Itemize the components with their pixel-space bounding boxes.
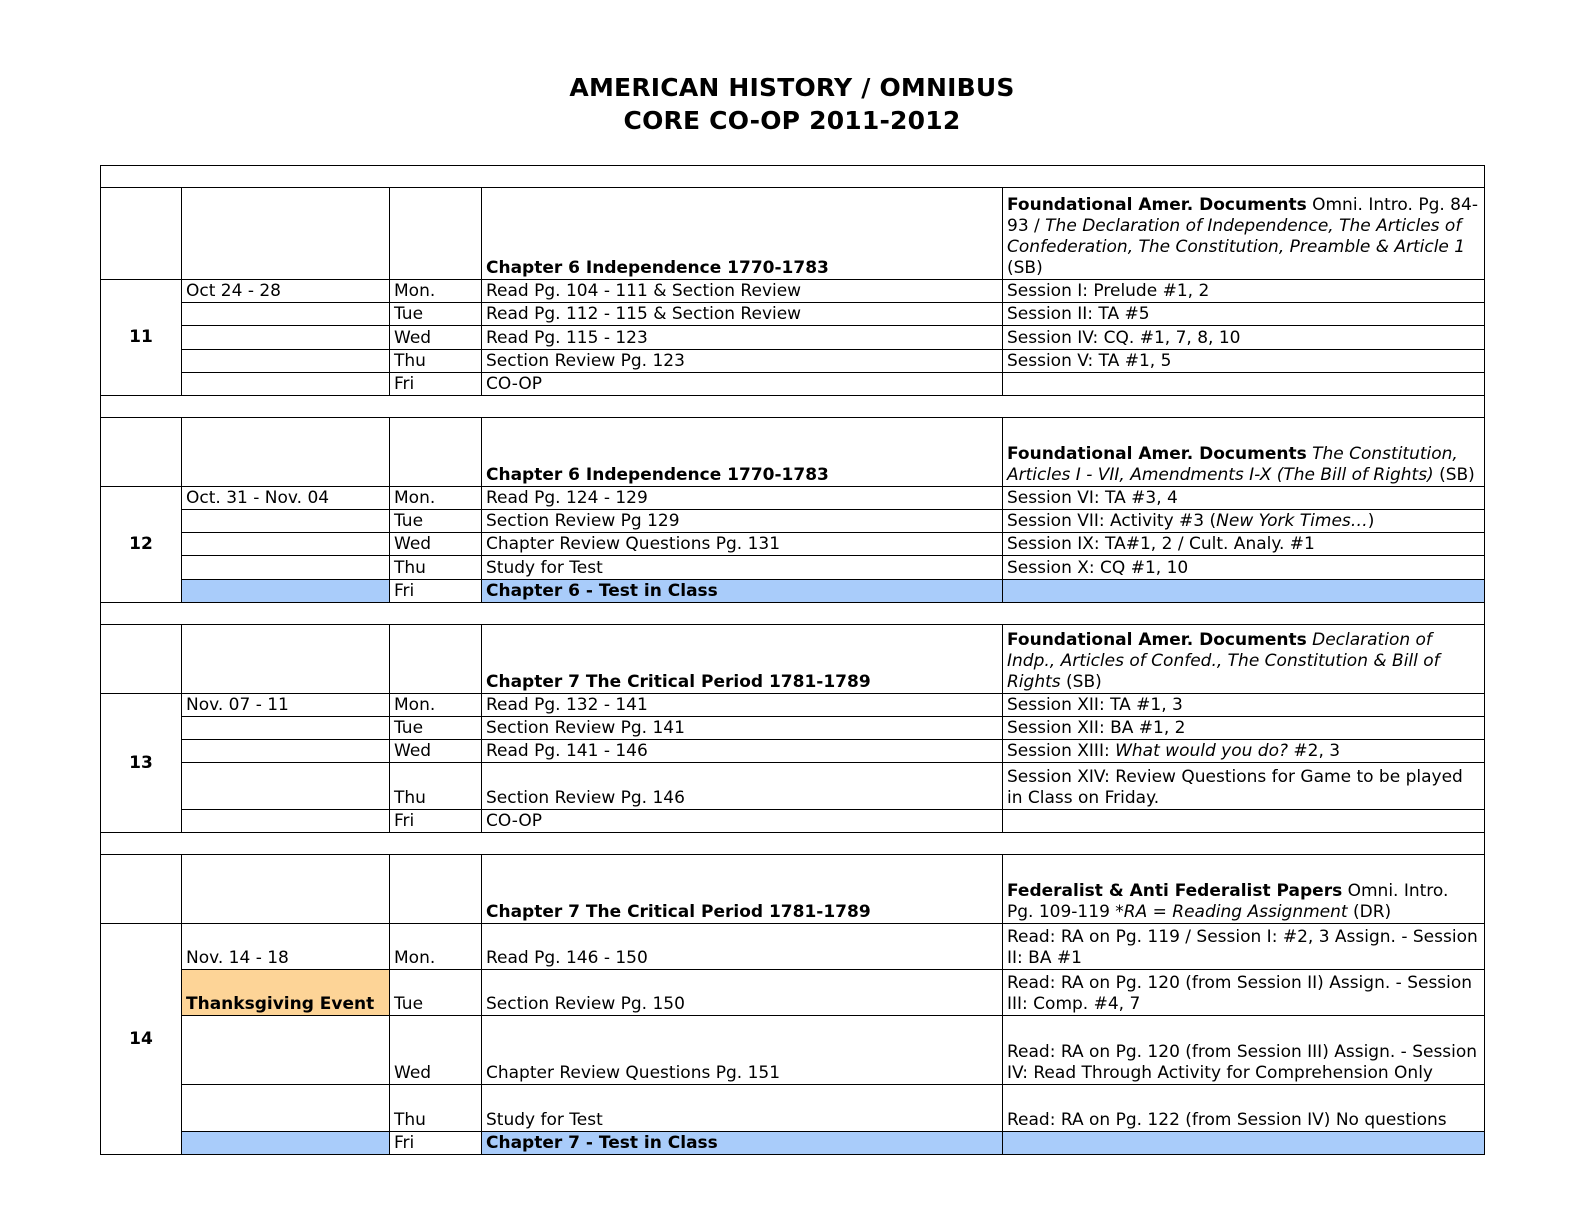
table-row	[101, 280, 1485, 303]
reading-assignment: Read Pg. 141 - 146	[482, 740, 1003, 763]
chapter-title: Chapter 6 Independence 1770-1783	[482, 418, 1003, 487]
test-label: Chapter 6 - Test in Class	[482, 580, 1003, 603]
day-label: Wed	[390, 326, 482, 350]
date-range: Oct 24 - 28	[182, 280, 390, 303]
reading-assignment: Read Pg. 104 - 111 & Section Review	[482, 280, 1003, 303]
day-label: Fri	[390, 810, 482, 833]
week-header-row	[101, 418, 1485, 487]
test-label: Chapter 7 - Test in Class	[482, 1132, 1003, 1155]
week-number: 14	[101, 924, 182, 1155]
reading-assignment: Study for Test	[482, 556, 1003, 580]
test-row	[101, 580, 1485, 603]
week-header-row	[101, 855, 1485, 924]
date-range: Nov. 14 - 18	[182, 924, 390, 970]
date-range	[182, 373, 390, 396]
table-row	[101, 326, 1485, 350]
reading-assignment: CO-OP	[482, 373, 1003, 396]
page-title: AMERICAN HISTORY / OMNIBUS	[569, 73, 1015, 102]
table-row	[101, 373, 1485, 396]
table-row	[101, 1016, 1485, 1085]
date-range	[182, 810, 390, 833]
day-label: Thu	[390, 350, 482, 373]
date-range	[182, 740, 390, 763]
reading-assignment: Section Review Pg. 123	[482, 350, 1003, 373]
omnibus-assignment: Session XIV: Review Questions for Game to be played in Class on Friday.	[1003, 763, 1485, 810]
reading-assignment: Chapter Review Questions Pg. 131	[482, 533, 1003, 556]
omnibus-assignment: Session XII: BA #1, 2	[1003, 717, 1485, 740]
day-label: Tue	[390, 303, 482, 326]
week-header-row	[101, 625, 1485, 694]
date-range	[182, 556, 390, 580]
week-number: 11	[101, 280, 182, 396]
page-subtitle: CORE CO-OP 2011-2012	[623, 106, 961, 135]
table-row	[101, 694, 1485, 717]
omnibus-assignment: Session XIII: What would you do? #2, 3	[1003, 740, 1485, 763]
day-label: Thu	[390, 1085, 482, 1132]
day-label: Fri	[390, 1132, 482, 1155]
chapter-title: Chapter 7 The Critical Period 1781-1789	[482, 855, 1003, 924]
date-range	[182, 326, 390, 350]
documents-cell: Foundational Amer. Documents The Constitution, Articles I - VII, Amendments I-X (The Bill of Rights) (SB)	[1003, 418, 1485, 487]
table-row	[101, 924, 1485, 970]
table-row	[101, 487, 1485, 510]
spacer-row	[101, 396, 1485, 418]
event-label: Thanksgiving Event	[182, 970, 390, 1016]
test-row	[101, 1132, 1485, 1155]
table-row	[101, 350, 1485, 373]
date-range	[182, 580, 390, 603]
table-row	[101, 970, 1485, 1016]
table-row	[101, 510, 1485, 533]
day-label: Thu	[390, 763, 482, 810]
omnibus-assignment	[1003, 1132, 1485, 1155]
date-range	[182, 1016, 390, 1085]
chapter-title: Chapter 7 The Critical Period 1781-1789	[482, 625, 1003, 694]
day-label: Tue	[390, 970, 482, 1016]
reading-assignment: Read Pg. 112 - 115 & Section Review	[482, 303, 1003, 326]
omnibus-assignment	[1003, 810, 1485, 833]
date-range	[182, 350, 390, 373]
table-row	[101, 810, 1485, 833]
omnibus-assignment: Read: RA on Pg. 122 (from Session IV) No questions	[1003, 1085, 1485, 1132]
day-label: Wed	[390, 533, 482, 556]
omnibus-assignment: Session II: TA #5	[1003, 303, 1485, 326]
day-label: Fri	[390, 580, 482, 603]
week-number: 12	[101, 487, 182, 603]
date-range	[182, 1132, 390, 1155]
day-label: Mon.	[390, 924, 482, 970]
reading-assignment: Section Review Pg 129	[482, 510, 1003, 533]
day-label: Mon.	[390, 694, 482, 717]
omnibus-assignment: Read: RA on Pg. 120 (from Session II) Assign. - Session III: Comp. #4, 7	[1003, 970, 1485, 1016]
reading-assignment: Read Pg. 146 - 150	[482, 924, 1003, 970]
omnibus-assignment: Session VI: TA #3, 4	[1003, 487, 1485, 510]
omnibus-assignment: Session V: TA #1, 5	[1003, 350, 1485, 373]
table-row	[101, 303, 1485, 326]
omnibus-assignment	[1003, 580, 1485, 603]
reading-assignment: Section Review Pg. 150	[482, 970, 1003, 1016]
day-label: Tue	[390, 510, 482, 533]
day-label: Thu	[390, 556, 482, 580]
reading-assignment: Read Pg. 132 - 141	[482, 694, 1003, 717]
day-label: Wed	[390, 740, 482, 763]
spacer-row	[101, 166, 1485, 188]
omnibus-assignment: Session XII: TA #1, 3	[1003, 694, 1485, 717]
schedule-table	[100, 165, 1485, 1155]
date-range: Oct. 31 - Nov. 04	[182, 487, 390, 510]
omnibus-assignment: Read: RA on Pg. 120 (from Session III) Assign. - Session IV: Read Through Activity for Comprehension Only	[1003, 1016, 1485, 1085]
date-range	[182, 763, 390, 810]
day-label: Mon.	[390, 280, 482, 303]
reading-assignment: Read Pg. 124 - 129	[482, 487, 1003, 510]
omnibus-assignment: Session IV: CQ. #1, 7, 8, 10	[1003, 326, 1485, 350]
day-label: Tue	[390, 717, 482, 740]
table-row	[101, 740, 1485, 763]
omnibus-assignment: Session X: CQ #1, 10	[1003, 556, 1485, 580]
reading-assignment: Study for Test	[482, 1085, 1003, 1132]
omnibus-assignment: Session IX: TA#1, 2 / Cult. Analy. #1	[1003, 533, 1485, 556]
date-range	[182, 717, 390, 740]
date-range	[182, 303, 390, 326]
table-row	[101, 556, 1485, 580]
chapter-title: Chapter 6 Independence 1770-1783	[482, 188, 1003, 280]
day-label: Fri	[390, 373, 482, 396]
week-number: 13	[101, 694, 182, 833]
reading-assignment: CO-OP	[482, 810, 1003, 833]
table-row	[101, 763, 1485, 810]
day-label: Wed	[390, 1016, 482, 1085]
spacer-row	[101, 603, 1485, 625]
omnibus-assignment	[1003, 373, 1485, 396]
reading-assignment: Section Review Pg. 146	[482, 763, 1003, 810]
documents-cell: Foundational Amer. Documents Omni. Intro. Pg. 84-93 / The Declaration of Independence, The Articles of Confederation, The Constitution, Preamble & Article 1 (SB)	[1003, 188, 1485, 280]
date-range	[182, 533, 390, 556]
week-header-row	[101, 188, 1485, 280]
table-row	[101, 533, 1485, 556]
date-range: Nov. 07 - 11	[182, 694, 390, 717]
table-row	[101, 717, 1485, 740]
omnibus-assignment: Read: RA on Pg. 119 / Session I: #2, 3 Assign. - Session II: BA #1	[1003, 924, 1485, 970]
documents-cell: Federalist & Anti Federalist Papers Omni. Intro. Pg. 109-119 *RA = Reading Assignment (DR)	[1003, 855, 1485, 924]
reading-assignment: Chapter Review Questions Pg. 151	[482, 1016, 1003, 1085]
documents-cell: Foundational Amer. Documents Declaration of Indp., Articles of Confed., The Constitution & Bill of Rights (SB)	[1003, 625, 1485, 694]
date-range	[182, 1085, 390, 1132]
reading-assignment: Section Review Pg. 141	[482, 717, 1003, 740]
date-range	[182, 510, 390, 533]
table-row	[101, 1085, 1485, 1132]
reading-assignment: Read Pg. 115 - 123	[482, 326, 1003, 350]
omnibus-assignment: Session I: Prelude #1, 2	[1003, 280, 1485, 303]
day-label: Mon.	[390, 487, 482, 510]
omnibus-assignment: Session VII: Activity #3 (New York Times…)	[1003, 510, 1485, 533]
spacer-row	[101, 833, 1485, 855]
